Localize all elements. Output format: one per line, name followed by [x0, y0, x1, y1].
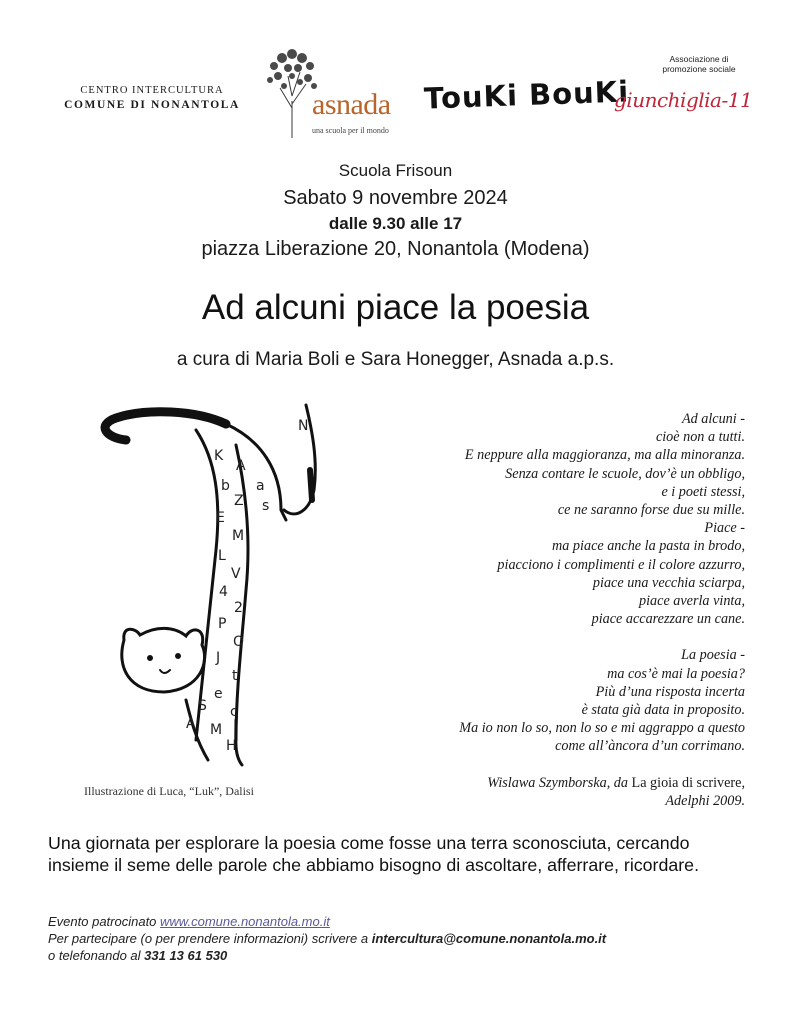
footer-patronage-label: Evento patrocinato [48, 914, 161, 929]
event-date: Sabato 9 novembre 2024 [283, 187, 508, 209]
event-school: Scuola Frisoun [338, 161, 453, 180]
logo-touki-bouki: TouKi BouKi [423, 74, 630, 116]
poem-line: E neppure alla maggioranza, ma alla minoranza. [464, 447, 745, 464]
event-curators: a cura di Maria Boli e Sara Honegger, Asnada a.p.s. [176, 349, 615, 370]
illustration-letter-cat [86, 400, 346, 770]
logo-giunchiglia-assoc: Associazione di promozione sociale [662, 54, 736, 74]
poem-line: Ma io non lo so, non lo so e mi aggrappo a questo [459, 720, 745, 737]
poem-line: piace averla vinta, [639, 593, 745, 610]
svg-text:E: E [216, 510, 225, 526]
contact-phone[interactable]: 331 13 61 530 [144, 948, 228, 963]
svg-text:a: a [256, 478, 265, 494]
svg-text:Z: Z [234, 493, 244, 509]
poem-line: ma cos’è mai la poesia? [607, 665, 745, 682]
poem-line: ma piace anche la pasta in brodo, [552, 538, 745, 555]
logo-giunchiglia [614, 54, 753, 134]
svg-text:A: A [236, 458, 246, 474]
poem-line: piacciono i complimenti e il colore azzurro, [497, 556, 745, 573]
logo-centro-line1: CENTRO INTERCULTURA [80, 85, 224, 96]
svg-text:O: O [233, 634, 245, 650]
svg-text:b: b [221, 478, 230, 494]
logo-asnada [262, 46, 402, 138]
event-place: piazza Liberazione 20, Nonantola (Modena) [201, 238, 590, 260]
poem-stanza-2 [345, 646, 745, 755]
svg-text:N: N [298, 418, 309, 434]
svg-text:P: P [218, 616, 227, 632]
svg-text:A: A [186, 716, 196, 732]
poem-line: piace una vecchia sciarpa, [592, 574, 745, 591]
poem-line: piace accarezzare un cane. [591, 611, 745, 628]
svg-text:M: M [232, 528, 245, 544]
svg-text:K: K [214, 448, 224, 464]
svg-text:H: H [226, 738, 237, 754]
illustration-caption: Illustrazione di Luca, “Luk”, Dalisi [84, 784, 254, 798]
svg-text:S: S [198, 698, 207, 714]
svg-text:t: t [232, 668, 238, 684]
poem-line: Ad alcuni - [681, 411, 745, 427]
poem [345, 410, 745, 810]
attribution-book: La gioia di scrivere, [631, 774, 745, 791]
svg-text:4: 4 [219, 584, 228, 600]
svg-text:L: L [218, 548, 226, 564]
logo-asnada-word: asnada [312, 88, 391, 121]
poem-line: e i poeti stessi, [661, 483, 745, 500]
poem-line: Più d’una risposta incerta [595, 683, 745, 700]
event-time: dalle 9.30 alle 17 [328, 214, 463, 233]
event-description: Una giornata per esplorare la poesia come fosse una terra sconosciuta, cercando insieme il seme delle parole che abbiamo bisogno di ascoltare, afferrare, ricordare. [48, 833, 700, 875]
footer [48, 913, 606, 964]
svg-text:V: V [231, 566, 241, 582]
poem-attribution [345, 774, 745, 810]
contact-email[interactable]: intercultura@comune.nonantola.mo.it [371, 931, 607, 946]
poem-stanza-1 [345, 410, 745, 628]
footer-phone-label: o telefonando al [48, 948, 145, 963]
page-title: Ad alcuni piace la poesia [201, 288, 590, 327]
attribution-author: Wislawa Szymborska, da [487, 774, 632, 791]
svg-text:s: s [262, 498, 270, 514]
logo-centro-intercultura [62, 84, 242, 112]
svg-text:M: M [210, 722, 223, 738]
footer-contact-label: Per partecipare (o per prendere informazioni) scrivere a [48, 931, 372, 946]
poem-line: La poesia - [681, 647, 745, 664]
poem-line: ce ne saranno forse due su mille. [557, 502, 745, 519]
svg-text:e: e [214, 686, 223, 702]
svg-text:J: J [216, 650, 221, 666]
poem-line: Piace - [704, 520, 745, 537]
logo-asnada-tagline: una scuola per il mondo [312, 126, 389, 135]
poem-line: come all’àncora d’un corrimano. [555, 738, 745, 755]
poem-line: cioè non a tutti. [655, 429, 745, 446]
logo-centro-line2: COMUNE DI NONANTOLA [64, 99, 240, 111]
attribution-publisher: Adelphi 2009. [665, 792, 745, 809]
comune-link[interactable]: www.comune.nonantola.mo.it [160, 914, 330, 929]
logo-giunchiglia-word: giunchiglia-11 [614, 88, 753, 112]
svg-text:2: 2 [234, 600, 243, 616]
poem-line: è stata già data in proposito. [581, 702, 745, 719]
cat-illustration-icon [86, 400, 346, 770]
poem-line: Senza contare le scuole, dov’è un obbligo, [505, 465, 745, 482]
svg-text:c: c [230, 704, 238, 720]
